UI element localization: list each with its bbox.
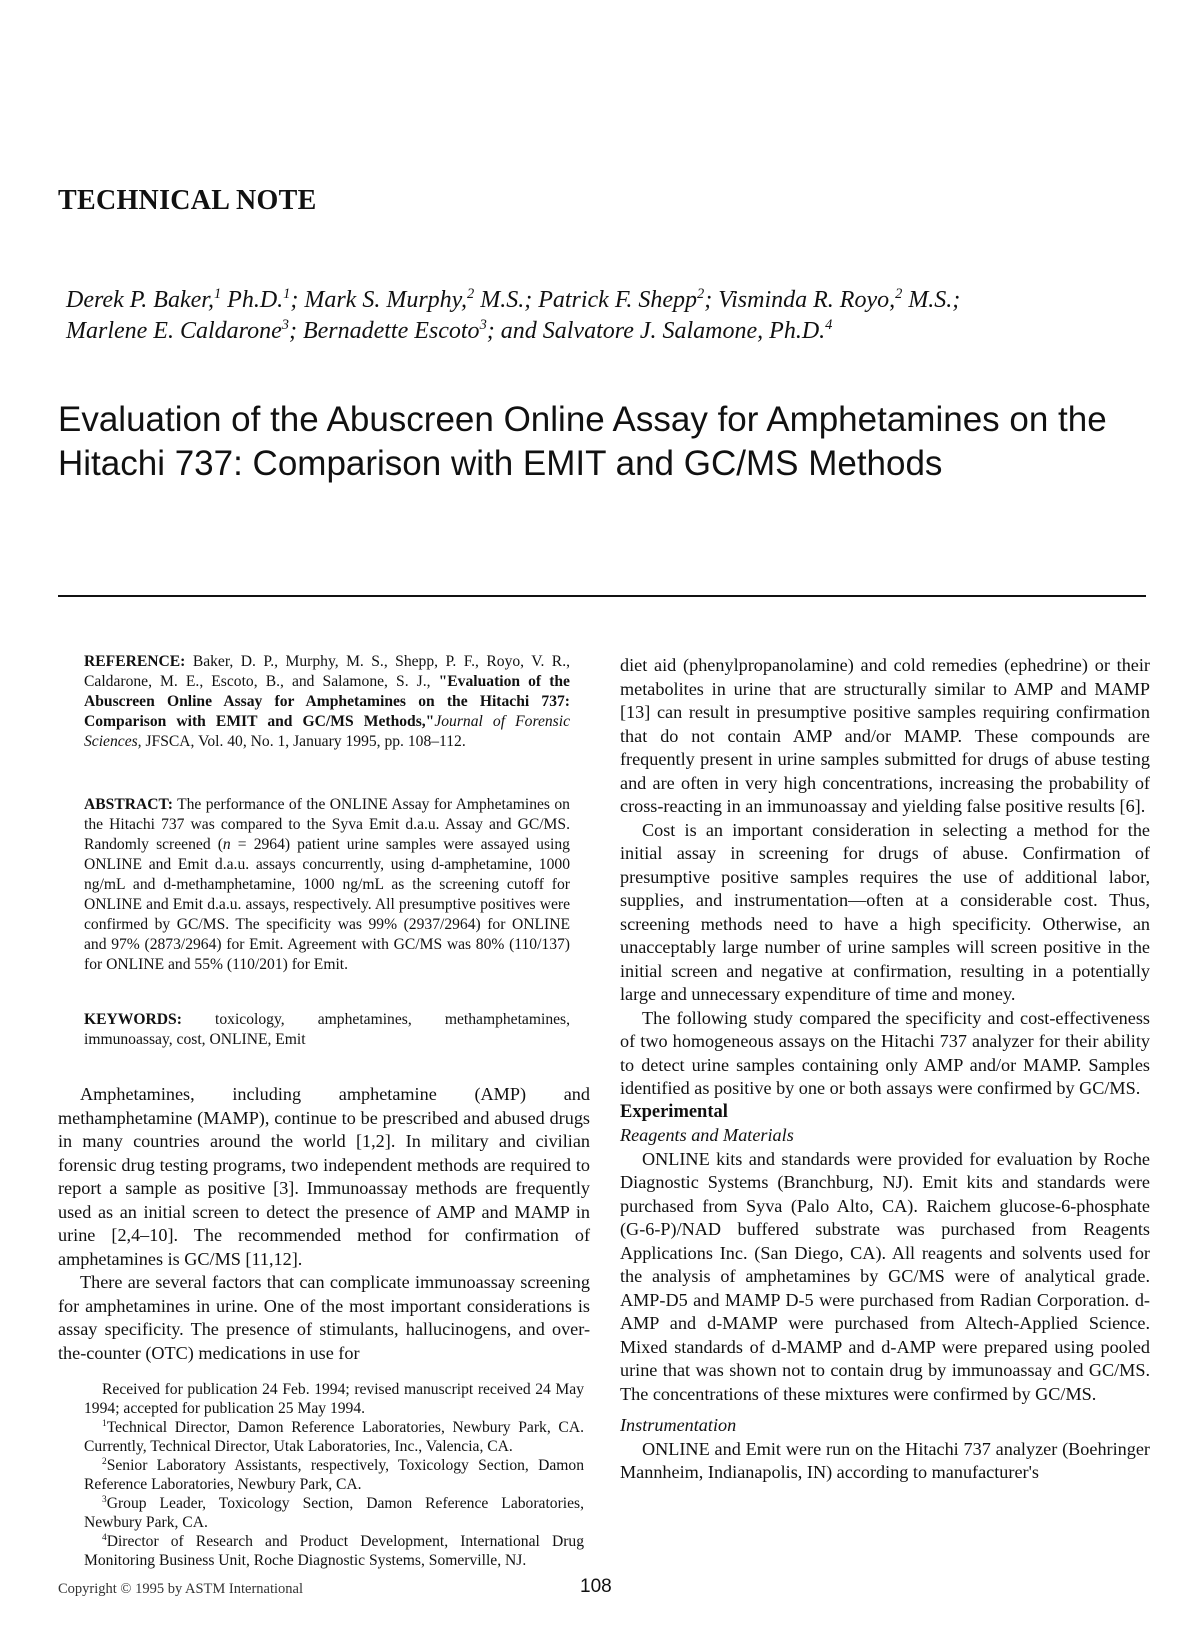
- abstract-block: ABSTRACT: The performance of the ONLINE Assay for Amphetamines on the Hitachi 737 was compared to the Syva Emit d.a.u. Assay and GC/MS. Randomly screened (n = 2964) patient urine samples were assayed using ONLINE and Emit d.a.u. assays concurrently, using d-amphetamine, 1000 ng/mL and d-methamphetamine, 1000 ng/mL as the screening cutoff for ONLINE and Emit d.a.u. assays, respectively. All presumptive positives were confirmed by GC/MS. The specificity was 99% (2937/2964) for ONLINE and 97% (2873/2964) for Emit. Agreement with GC/MS was 80% (110/137) for ONLINE and 55% (110/201) for Emit.: [84, 796, 570, 973]
- author-baker: Derek P. Baker,$^1$ Ph.D.$^1$: [66, 286, 291, 313]
- paragraph: ONLINE and Emit were run on the Hitachi 737 analyzer (Boehringer Mannheim, Indianapolis, IN) according to manufacturer's: [620, 1438, 1150, 1482]
- author-salamone: ; and Salvatore J. Salamone, Ph.D.$^4$: [486, 317, 833, 344]
- footnote-1: $^1$Technical Director, Damon Reference Laboratories, Newbury Park, CA. Currently, Technical Director, Utak Laboratories, Inc., Valencia, CA.: [84, 1418, 584, 1455]
- author-royo: ; Visminda R. Royo,$^2$ M.S.;: [704, 286, 961, 313]
- left-column-body: [58, 1083, 590, 1365]
- footnotes: [84, 1380, 584, 1570]
- copyright-notice: Copyright © 1995 by ASTM International: [58, 1581, 304, 1597]
- section-label: TECHNICAL NOTE: [58, 185, 317, 216]
- reference-label: REFERENCE:: [84, 653, 186, 670]
- author-caldarone: Marlene E. Caldarone$^3$: [66, 317, 289, 344]
- footnote-4: $^4$Director of Research and Product Development, International Drug Monitoring Business Unit, Roche Diagnostic Systems, Somerville, NJ.: [84, 1532, 584, 1569]
- page-number: 108: [580, 1576, 612, 1597]
- right-column-body: [620, 654, 1150, 1485]
- keywords-label: KEYWORDS:: [84, 1011, 182, 1028]
- abstract-label: ABSTRACT:: [84, 796, 173, 813]
- subheading-instrumentation: Instrumentation: [620, 1415, 737, 1435]
- paragraph: Amphetamines, including amphetamine (AMP) and methamphetamine (MAMP), continue to be prescribed and abused drugs in many countries around the world [1,2]. In military and civilian forensic drug testing programs, two independent methods are required to report a sample as positive [3]. Immunoassay methods are frequently used as an initial screen to detect the presence of AMP and MAMP in urine [2,4–10]. The recommended method for confirmation of amphetamines is GC/MS [11,12].: [58, 1084, 590, 1269]
- reference-journal: Journal of Forensic Sciences,: [84, 713, 570, 750]
- keywords-text: toxicology, amphetamines, methamphetamines, immunoassay, cost, ONLINE, Emit: [84, 1011, 570, 1048]
- paragraph: diet aid (phenylpropanolamine) and cold remedies (ephedrine) or their metabolites in urine that are structurally similar to AMP and MAMP [13] can result in presumptive positive samples requiring confirmation that do not contain AMP and/or MAMP. These compounds are frequently present in urine samples submitted for drugs of abuse testing and are often in very high concentrations, increasing the probability of cross-reacting in an immunoassay and yielding false positive results [6].: [620, 655, 1150, 816]
- author-murphy: ; Mark S. Murphy,$^2$ M.S.;: [290, 286, 533, 313]
- footnote-received: Received for publication 24 Feb. 1994; revised manuscript received 24 May 1994; accepted for publication 25 May 1994.: [84, 1381, 584, 1417]
- title-divider: [58, 595, 1146, 597]
- reference-block: [84, 652, 570, 752]
- paragraph: There are several factors that can complicate immunoassay screening for amphetamines in urine. One of the most important considerations is assay specificity. The presence of stimulants, hallucinogens, and over-the-counter (OTC) medications in use for: [58, 1272, 590, 1363]
- subheading-reagents: Reagents and Materials: [620, 1125, 794, 1145]
- author-list: [66, 285, 1126, 347]
- reference-title: "Evaluation of the Abuscreen Online Assay for Amphetamines on the Hitachi 737: Comparison with EMIT and GC/MS Methods,": [84, 673, 570, 730]
- paragraph: ONLINE kits and standards were provided for evaluation by Roche Diagnostic Systems (Branchburg, NJ). Emit kits and standards were purchased from Syva (Palo Alto, CA). Raichem glucose-6-phosphate (G-6-P)/NAD buffered substrate was purchased from Reagents Applications Inc. (San Diego, CA). All reagents and solvents used for the analysis of amphetamines by GC/MS were of analytical grade. AMP-D5 and MAMP D-5 were purchased from Radian Corporation. d-AMP and d-MAMP were purchased from Altech-Applied Science. Mixed standards of d-MAMP and d-AMP were prepared using pooled urine that was shown not to contain drug by immunoassay and GC/MS. The concentrations of these mixtures were confirmed by GC/MS.: [620, 1148, 1150, 1404]
- author-escoto: ; Bernadette Escoto$^3$: [288, 317, 487, 344]
- author-shepp: Patrick F. Shepp$^2$: [538, 286, 705, 313]
- footnote-3: $^3$Group Leader, Toxicology Section, Damon Reference Laboratories, Newbury Park, CA.: [84, 1494, 584, 1531]
- paragraph: Cost is an important consideration in selecting a method for the initial assay in screening for drugs of abuse. Confirmation of presumptive positive samples requires the use of additional labor, supplies, and instrumentation—often at a considerable cost. Thus, screening methods need to have a high specificity. Otherwise, an unacceptably large number of urine samples will screen positive in the initial screen and negative at confirmation, resulting in a potentially large and unnecessary expenditure of time and money.: [620, 819, 1150, 1004]
- paragraph: The following study compared the specificity and cost-effectiveness of two homogeneous assays on the Hitachi 737 analyzer for their ability to detect urine samples containing only AMP and/or MAMP. Samples identified as positive by one or both assays were confirmed by GC/MS.: [620, 1007, 1150, 1098]
- paper-title: Evaluation of the Abuscreen Online Assay for Amphetamines on the Hitachi 737: Comparison with EMIT and GC/MS Methods: [58, 400, 1107, 483]
- keywords-block: [84, 1010, 570, 1050]
- reference-details: JFSCA, Vol. 40, No. 1, January 1995, pp. 108–112.: [145, 733, 466, 750]
- section-heading-experimental: Experimental: [620, 1101, 728, 1122]
- reference-authors: Baker, D. P., Murphy, M. S., Shepp, P. F., Royo, V. R., Caldarone, M. E., Escoto, B., and Salamone, S. J.,: [84, 653, 570, 690]
- footnote-2: $^2$Senior Laboratory Assistants, respectively, Toxicology Section, Damon Reference Laboratories, Newbury Park, CA.: [84, 1456, 584, 1493]
